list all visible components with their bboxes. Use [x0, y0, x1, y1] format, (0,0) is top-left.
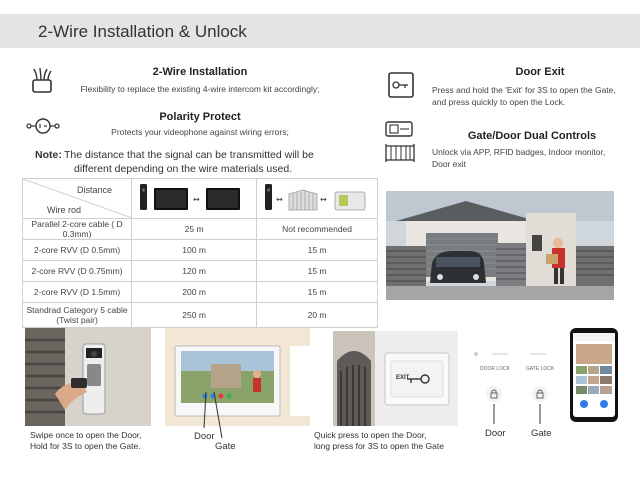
- door-exit-title: Door Exit: [515, 66, 565, 78]
- distance-cell: 200 m: [132, 282, 257, 303]
- note-line2: different depending on the wire materials used.: [74, 163, 293, 175]
- doorbell-to-gate-icon: [257, 180, 375, 218]
- distance-cell: 250 m: [132, 303, 257, 328]
- table-row: [23, 219, 378, 240]
- note-line1: The distance that the signal can be transmitted will be: [64, 149, 314, 161]
- wire-cell: 2-core RVV (D 0.5mm): [23, 240, 132, 261]
- monitor-photo: [165, 328, 310, 426]
- distance-cell: 15 m: [257, 240, 378, 261]
- distance-cell: Not recommended: [257, 219, 378, 240]
- dual-controls-title: Gate/Door Dual Controls: [467, 130, 597, 142]
- exit-button-photo: [333, 331, 458, 426]
- two-wire-title: 2-Wire Installation: [152, 66, 248, 78]
- two-wire-icon: [31, 66, 53, 94]
- smartphone-app: [570, 328, 618, 422]
- polarity-title: Polarity Protect: [159, 111, 241, 123]
- table-header-monitor-gate: [257, 179, 378, 219]
- swipe-caption-2: Hold for 3S to open the Gate.: [30, 441, 141, 451]
- corner-distance-label: Distance: [77, 185, 113, 195]
- note-label: Note:: [35, 149, 62, 161]
- app-door-lock-label: DOOR LOCK: [480, 366, 511, 372]
- distance-cell: 120 m: [132, 261, 257, 282]
- two-wire-desc: Flexibility to replace the existing 4-wire intercom kit accordingly;: [80, 84, 320, 94]
- app-gate-label: Gate: [531, 428, 552, 439]
- polarity-desc: Protects your videophone against wiring errors;: [111, 127, 289, 137]
- gate-door-icon: [384, 120, 416, 164]
- dual-controls-desc-2: Door exit: [432, 159, 467, 169]
- page-title: 2-Wire Installation & Unlock: [38, 22, 247, 41]
- house-photo: [386, 191, 614, 300]
- monitor-gate-label: Gate: [215, 441, 236, 452]
- svg-text:↔: ↔: [193, 194, 200, 204]
- table-row: [23, 261, 378, 282]
- table-row: [23, 282, 378, 303]
- distance-table: [22, 178, 378, 328]
- exit-caption-1: Quick press to open the Door,: [314, 430, 427, 440]
- app-door-label: Door: [485, 428, 506, 439]
- app-gate-lock-label: GATE LOCK: [526, 366, 555, 372]
- distance-cell: 25 m: [132, 219, 257, 240]
- wire-cell: Standrad Category 5 cable (Twist pair): [23, 303, 132, 328]
- distance-cell: 15 m: [257, 261, 378, 282]
- swipe-caption-1: Swipe once to open the Door,: [30, 430, 142, 440]
- door-exit-icon: [388, 72, 414, 98]
- table-row: [23, 303, 378, 328]
- table-header-monitor-monitor: [132, 179, 257, 219]
- door-exit-desc-2: and press quickly to open the Lock.: [432, 97, 566, 107]
- wire-cell: 2-core RVV (D 0.75mm): [23, 261, 132, 282]
- distance-cell: 15 m: [257, 282, 378, 303]
- wire-cell: Parallel 2-core cable ( D 0.3mm): [23, 219, 132, 240]
- rfid-swipe-photo: [25, 328, 151, 426]
- polarity-icon: [26, 116, 60, 136]
- corner-wire-label: Wire rod: [47, 205, 82, 215]
- distance-cell: 20 m: [257, 303, 378, 328]
- app-lock-panel: [470, 348, 570, 428]
- distance-cell: 100 m: [132, 240, 257, 261]
- dual-controls-desc-1: Unlock via APP, RFID badges, Indoor monitor,: [432, 147, 606, 157]
- svg-text:↔: ↔: [320, 194, 327, 204]
- wire-cell: 2-core RVV (D 1.5mm): [23, 282, 132, 303]
- svg-text:↔: ↔: [276, 194, 283, 204]
- monitor-door-label: Door: [194, 431, 215, 442]
- exit-button-text: EXIT: [396, 375, 410, 381]
- table-row: [23, 240, 378, 261]
- exit-caption-2: long press for 3S to open the Gate: [314, 441, 444, 451]
- doorbell-to-monitor-icon: [132, 180, 256, 218]
- door-exit-desc-1: Press and hold the 'Exit' for 3S to open the Gate,: [432, 85, 616, 95]
- table-corner-cell: [23, 179, 132, 219]
